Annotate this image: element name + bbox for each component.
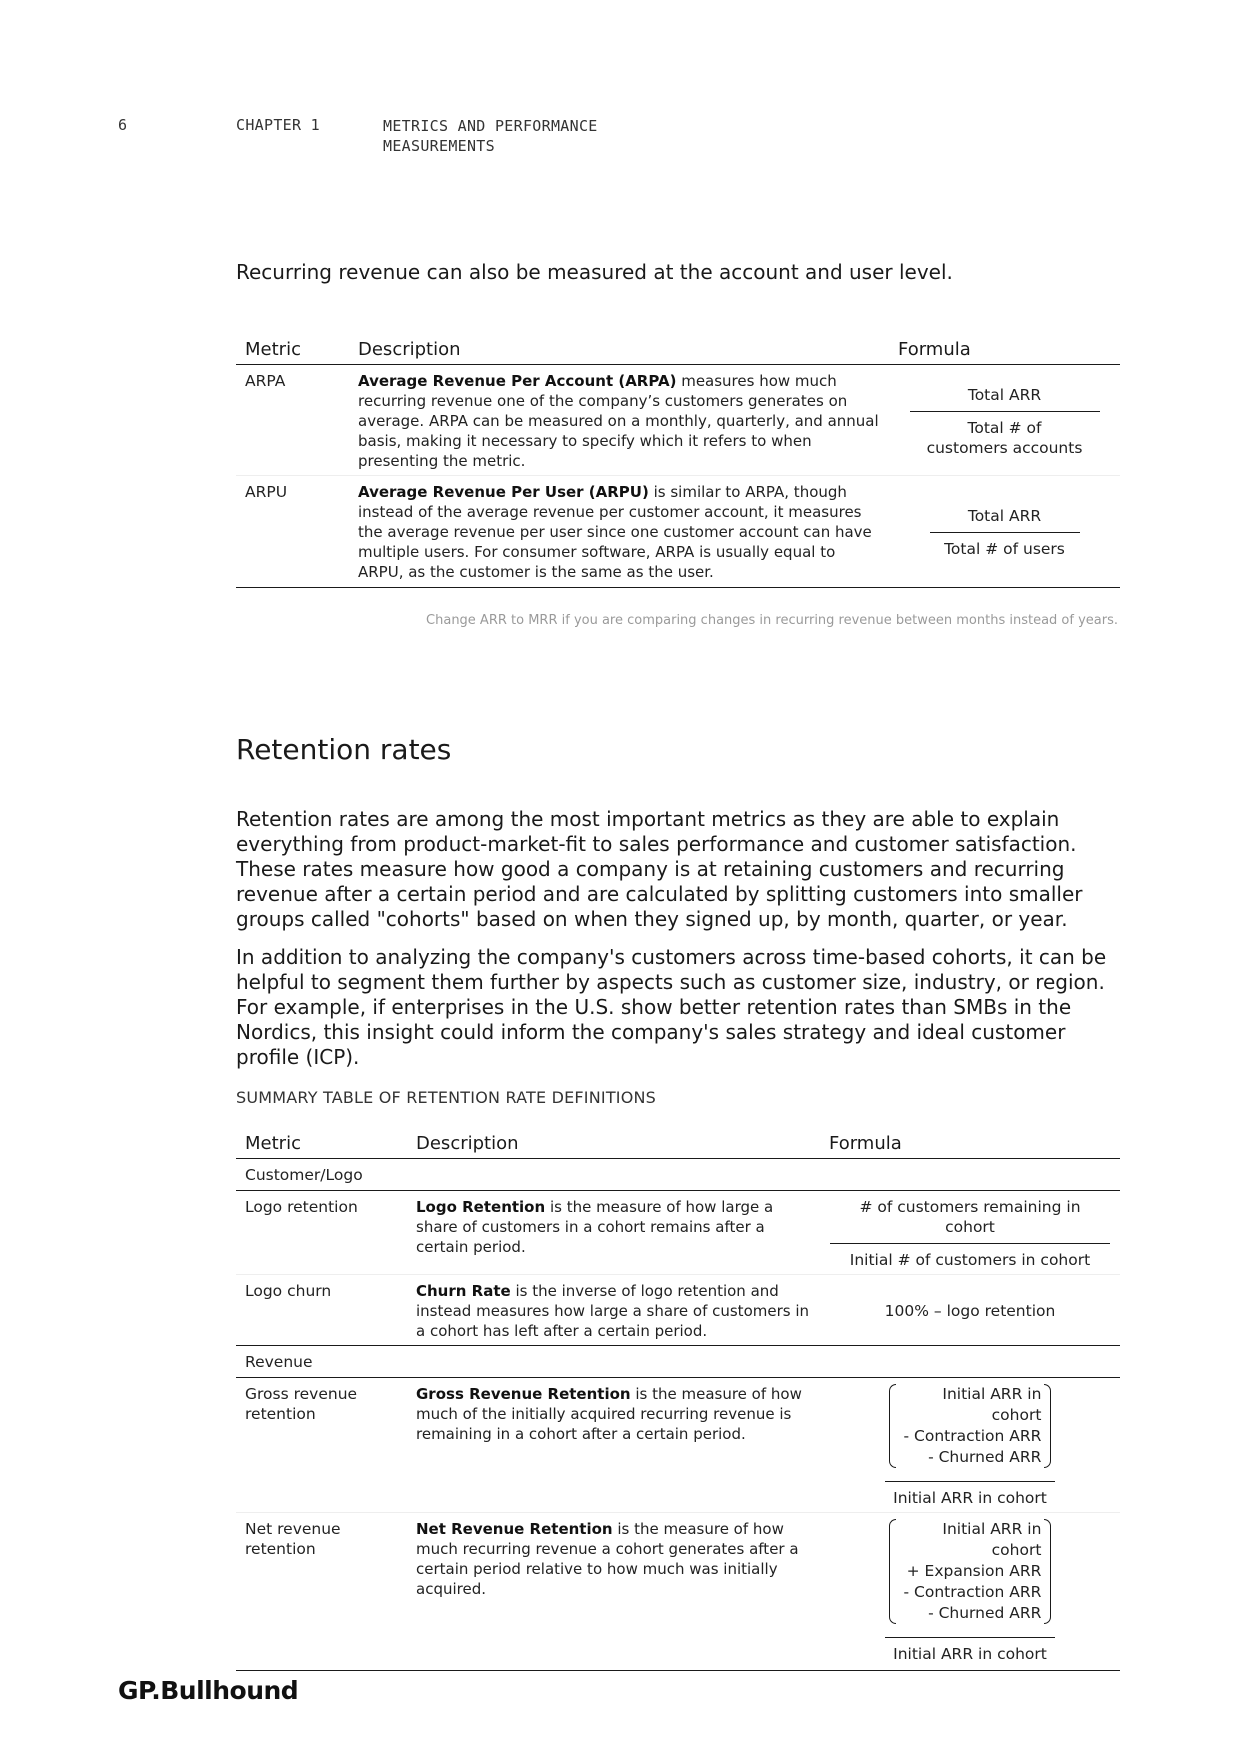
paren-group — [889, 1519, 1051, 1624]
formula-cell — [889, 365, 1120, 476]
metric-line: retention — [245, 1540, 316, 1558]
header-description: Description — [407, 1133, 820, 1159]
chapter-title-line1: METRICS AND PERFORMANCE — [383, 117, 598, 135]
group-label: Revenue — [236, 1346, 1120, 1378]
paragraph-segmentation: In addition to analyzing the company's customers across time-based cohorts, it can be helpful to segment them further by aspects such as customer size, industry, or region. For example, if enterprises in the U.S. show better retention rates than SMBs in the Nordics, this insight could inform the company's sales strategy and ideal customer profile (ICP). — [236, 945, 1107, 1069]
fraction-denominator — [910, 412, 1100, 458]
numerator-line: - Contraction ARR — [903, 1427, 1042, 1445]
numerator-line: Initial ARR in cohort — [942, 1520, 1042, 1559]
header-metric: Metric — [236, 339, 349, 365]
table-header-row — [236, 1133, 1120, 1159]
description-text: is the measure of how much of the initially acquired recurring revenue is remaining in a cohort after a certain period. — [416, 1385, 802, 1443]
arpa-fraction — [910, 385, 1100, 458]
right-paren — [1044, 1384, 1051, 1468]
header-formula: Formula — [820, 1133, 1120, 1159]
description-term: Gross Revenue Retention — [416, 1385, 631, 1403]
description-cell — [407, 1191, 820, 1275]
table-row-arpa — [236, 365, 1120, 476]
fraction-numerator — [885, 1384, 1055, 1482]
description-text: is the measure of how much recurring revenue a cohort generates after a certain period relative to how much was initially acquired. — [416, 1520, 799, 1598]
table-row-arpu — [236, 476, 1120, 588]
description-cell — [349, 476, 889, 588]
paragraph-retention-intro: Retention rates are among the most important metrics as they are able to explain everything from product-market-fit to sales performance and customer satisfaction. These rates measure how good a company is at retaining customers and recurring revenue after a certain period and are calculated by splitting customers into smaller groups called "cohorts" based on when they signed up, by month, quarter, or year. — [236, 807, 1083, 931]
description-term: Net Revenue Retention — [416, 1520, 613, 1538]
description-cell — [407, 1275, 820, 1346]
left-paren — [889, 1384, 896, 1468]
metric-cell: Logo retention — [245, 1198, 358, 1216]
fraction-numerator — [885, 1519, 1055, 1638]
description-cell — [407, 1513, 820, 1671]
description-term: Average Revenue Per Account (ARPA) — [358, 372, 677, 390]
paren-lines — [896, 1519, 1045, 1624]
header-metric: Metric — [236, 1133, 407, 1159]
metric-line: Gross revenue — [245, 1385, 358, 1403]
formula-cell — [820, 1513, 1120, 1671]
denominator-line: Total # of — [967, 418, 1042, 437]
metric-cell: ARPA — [245, 372, 286, 390]
numerator-line: - Contraction ARR — [903, 1583, 1042, 1601]
table-header-row — [236, 339, 1120, 365]
account-metrics-table — [236, 339, 1120, 588]
fraction-numerator: Total ARR — [930, 506, 1080, 533]
table-caption: SUMMARY TABLE OF RETENTION RATE DEFINITIONS — [236, 1088, 657, 1107]
fraction-numerator: # of customers remaining in cohort — [830, 1197, 1110, 1244]
logo-retention-fraction — [830, 1197, 1110, 1270]
section-title: Retention rates — [236, 733, 452, 766]
fraction-numerator: Total ARR — [910, 385, 1100, 412]
denominator-line: customers accounts — [926, 438, 1083, 457]
table-row-logo-churn — [236, 1275, 1120, 1346]
nrr-fraction — [885, 1519, 1055, 1664]
group-label: Customer/Logo — [236, 1159, 1120, 1191]
header-description: Description — [349, 339, 889, 365]
chapter-label: CHAPTER 1 — [236, 116, 320, 134]
right-paren — [1044, 1519, 1051, 1624]
table-note: Change ARR to MRR if you are comparing changes in recurring revenue between months instead of years. — [426, 613, 1118, 628]
table-row-logo-retention — [236, 1191, 1120, 1275]
description-term: Logo Retention — [416, 1198, 546, 1216]
metric-line: retention — [245, 1405, 316, 1423]
arpu-fraction — [930, 506, 1080, 559]
paren-lines — [896, 1384, 1045, 1468]
formula-cell — [820, 1191, 1120, 1275]
numerator-line: + Expansion ARR — [906, 1562, 1042, 1580]
grr-fraction — [885, 1384, 1055, 1508]
fraction-denominator: Initial ARR in cohort — [893, 1489, 1047, 1507]
chapter-title-line2: MEASUREMENTS — [383, 137, 495, 155]
formula-cell — [889, 476, 1120, 588]
metric-cell: ARPU — [236, 476, 349, 588]
description-cell — [349, 365, 889, 476]
numerator-line: - Churned ARR — [928, 1604, 1042, 1622]
metric-cell — [236, 1378, 407, 1513]
formula-cell — [820, 1378, 1120, 1513]
description-term: Average Revenue Per User (ARPU) — [358, 483, 649, 501]
fraction-denominator: Initial ARR in cohort — [893, 1645, 1047, 1663]
formula-cell: 100% – logo retention — [820, 1275, 1120, 1346]
fraction-denominator: Total # of users — [944, 540, 1065, 558]
metric-line: Net revenue — [245, 1520, 341, 1538]
page-number: 6 — [118, 116, 128, 134]
chapter-title — [383, 116, 598, 156]
description-text: is the inverse of logo retention and instead measures how large a share of customers in a cohort has left after a certain period. — [416, 1282, 810, 1340]
retention-rates-table — [236, 1133, 1120, 1671]
header-formula: Formula — [889, 339, 1120, 365]
group-row-customer-logo — [236, 1159, 1120, 1191]
numerator-line: Initial ARR in cohort — [942, 1385, 1042, 1424]
description-text: is similar to ARPA, though instead of the average revenue per customer account, it measures the average revenue per user since one customer account can have multiple users. For consumer software, ARPA is usually equal to ARPU, as the customer is the same as the user. — [358, 483, 872, 581]
metric-cell: Logo churn — [236, 1275, 407, 1346]
fraction-denominator: Initial # of customers in cohort — [849, 1251, 1091, 1269]
numerator-line: - Churned ARR — [928, 1448, 1042, 1466]
table-row-gross-revenue-retention — [236, 1378, 1120, 1513]
brand-logo: GP.Bullhound — [118, 1676, 299, 1705]
description-cell — [407, 1378, 820, 1513]
metric-cell — [236, 1513, 407, 1671]
group-row-revenue — [236, 1346, 1120, 1378]
intro-text: Recurring revenue can also be measured at the account and user level. — [236, 260, 953, 284]
table-row-net-revenue-retention — [236, 1513, 1120, 1671]
description-term: Churn Rate — [416, 1282, 511, 1300]
left-paren — [889, 1519, 896, 1624]
description-text: is the measure of how large a share of customers in a cohort remains after a certain period. — [416, 1198, 774, 1256]
paren-group — [889, 1384, 1051, 1468]
description-text: measures how much recurring revenue one of the company’s customers generates on average. ARPA can be measured on a monthly, quarterly, and annual basis, making it necessary to specify which it refers to when presenting the metric. — [358, 372, 879, 470]
